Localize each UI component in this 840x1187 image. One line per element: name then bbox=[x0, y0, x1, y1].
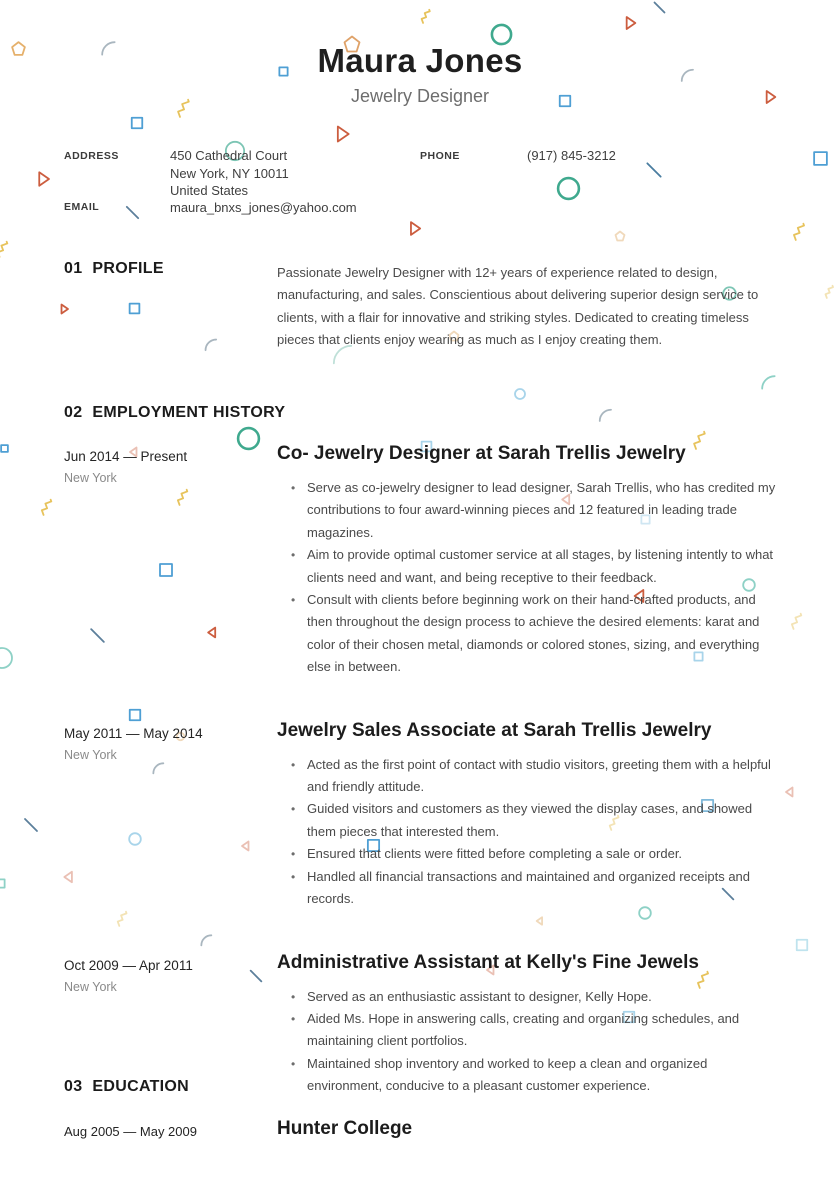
section-profile bbox=[64, 260, 777, 352]
job-bullet-list bbox=[277, 754, 777, 911]
section-number: 01 bbox=[64, 260, 83, 277]
education-school: Hunter College bbox=[277, 1118, 413, 1139]
employment-job bbox=[64, 442, 777, 679]
profile-summary: Passionate Jewelry Designer with 12+ years of experience related to design, manufacturing, and sales. Conscientious about delivering superior design service to clients, with a flair for innovative and striking styles. Dedicated to creating timeless pieces that clients enjoy wearing as much as I enjoy creating them. bbox=[277, 265, 759, 348]
email-value: maura_bnxs_jones@yahoo.com bbox=[170, 200, 357, 215]
phone-value: (917) 845-3212 bbox=[527, 148, 616, 163]
job-title-subtitle: Jewelry Designer bbox=[350, 86, 490, 106]
confetti-square-icon bbox=[0, 878, 6, 889]
email-label: EMAIL bbox=[64, 201, 100, 213]
employment-section-heading bbox=[64, 404, 777, 422]
address-value bbox=[170, 147, 289, 200]
section-education bbox=[64, 1078, 777, 1140]
job-bullet: • Maintained shop inventory and worked to keep a clean and organized environment, conducive to a pleasant customer experience. bbox=[277, 1053, 777, 1098]
confetti-line-icon bbox=[22, 816, 40, 834]
section-number: 03 bbox=[64, 1078, 83, 1095]
job-dates: Jun 2014 — Present bbox=[64, 449, 188, 464]
job-meta bbox=[64, 442, 277, 485]
job-dates: Oct 2009 — Apr 2011 bbox=[64, 957, 193, 973]
employment-job bbox=[64, 719, 777, 911]
confetti-zigzag-icon bbox=[822, 284, 837, 299]
confetti-circle-icon bbox=[0, 646, 14, 670]
job-bullet: • Aided Ms. Hope in answering calls, creating and organizing schedules, and maintaining client portfolios. bbox=[277, 1008, 777, 1053]
confetti-line-icon bbox=[652, 0, 667, 15]
job-bullet: • Ensured that clients were fitted before completing a sale or order. bbox=[277, 843, 777, 865]
section-employment bbox=[64, 404, 777, 1138]
confetti-zigzag-icon bbox=[0, 240, 13, 259]
job-bullet: • Consult with clients before beginning work on their hand-crafted products, and then throughout the design process to achieve the desired elements: karat and color of their chosen metal, diamonds or colored stones, sizing, and everything else in between. bbox=[277, 589, 777, 679]
job-content bbox=[277, 442, 777, 679]
address-line: New York, NY 10011 bbox=[170, 165, 289, 181]
job-bullet-list bbox=[277, 477, 777, 679]
confetti-triangle-icon bbox=[34, 170, 52, 188]
section-title: EDUCATION bbox=[92, 1078, 190, 1095]
education-entry bbox=[64, 1118, 777, 1140]
education-section-heading bbox=[64, 1078, 777, 1096]
job-content bbox=[277, 719, 777, 911]
employment-jobs bbox=[64, 442, 777, 1098]
section-number: 02 bbox=[64, 404, 83, 421]
confetti-triangle-icon bbox=[622, 15, 638, 31]
confetti-zigzag-icon bbox=[418, 8, 435, 25]
confetti-triangle-icon bbox=[406, 220, 423, 237]
confetti-pentagon-icon bbox=[614, 230, 626, 242]
phone-label: PHONE bbox=[420, 150, 460, 162]
confetti-line-icon bbox=[644, 160, 664, 180]
profile-section-heading bbox=[64, 260, 277, 278]
job-location: New York bbox=[64, 979, 117, 994]
confetti-line-icon bbox=[124, 204, 141, 221]
job-bullet: • Aim to provide optimal customer service at all stages, by listening intently to what clients need and want, and being receptive to their feedback. bbox=[277, 544, 777, 589]
confetti-square-icon bbox=[130, 116, 144, 130]
job-location: New York bbox=[64, 471, 117, 485]
job-heading: Administrative Assistant at Kelly's Fine Jewels bbox=[277, 951, 699, 973]
address-line: United States bbox=[170, 183, 249, 198]
job-meta bbox=[64, 719, 277, 762]
page-title: Maura Jones bbox=[317, 42, 523, 79]
confetti-zigzag-icon bbox=[788, 612, 807, 631]
confetti-square-icon bbox=[0, 444, 9, 453]
job-bullet: • Handled all financial transactions and maintained and organized receipts and records. bbox=[277, 866, 777, 911]
job-bullet: • Guided visitors and customers as they viewed the display cases, and showed them pieces that interested them. bbox=[277, 798, 777, 843]
job-heading: Jewelry Sales Associate at Sarah Trellis Jewelry bbox=[277, 719, 712, 741]
job-heading: Co- Jewelry Designer at Sarah Trellis Jewelry bbox=[277, 443, 686, 464]
confetti-triangle-icon bbox=[332, 124, 352, 144]
job-bullet: • Serve as co-jewelry designer to lead designer, Sarah Trellis, who has credited my contributions to four award-winning pieces and 12 featured in leading trade magazines. bbox=[277, 477, 777, 544]
confetti-circle-icon bbox=[514, 388, 526, 400]
confetti-circle-icon bbox=[556, 176, 581, 201]
section-title: PROFILE bbox=[92, 260, 164, 277]
confetti-zigzag-icon bbox=[38, 498, 57, 517]
education-dates: Aug 2005 — May 2009 bbox=[64, 1124, 197, 1139]
job-content bbox=[277, 951, 777, 1098]
job-bullet: • Acted as the first point of contact with studio visitors, greeting them with a helpful and friendly attitude. bbox=[277, 754, 777, 799]
job-bullet: • Served as an enthusiastic assistant to designer, Kelly Hope. bbox=[277, 986, 777, 1008]
confetti-arc-icon bbox=[758, 372, 778, 392]
confetti-triangle-icon bbox=[784, 786, 796, 798]
job-dates: May 2011 — May 2014 bbox=[64, 725, 203, 741]
confetti-square-icon bbox=[795, 938, 809, 952]
job-location: New York bbox=[64, 747, 117, 762]
confetti-square-icon bbox=[812, 150, 829, 167]
confetti-zigzag-icon bbox=[790, 222, 811, 243]
address-label: ADDRESS bbox=[64, 150, 119, 162]
job-meta bbox=[64, 951, 277, 994]
employment-job bbox=[64, 951, 777, 1098]
address-line: 450 Cathedral Court bbox=[170, 148, 288, 163]
section-title: EMPLOYMENT HISTORY bbox=[92, 404, 286, 421]
